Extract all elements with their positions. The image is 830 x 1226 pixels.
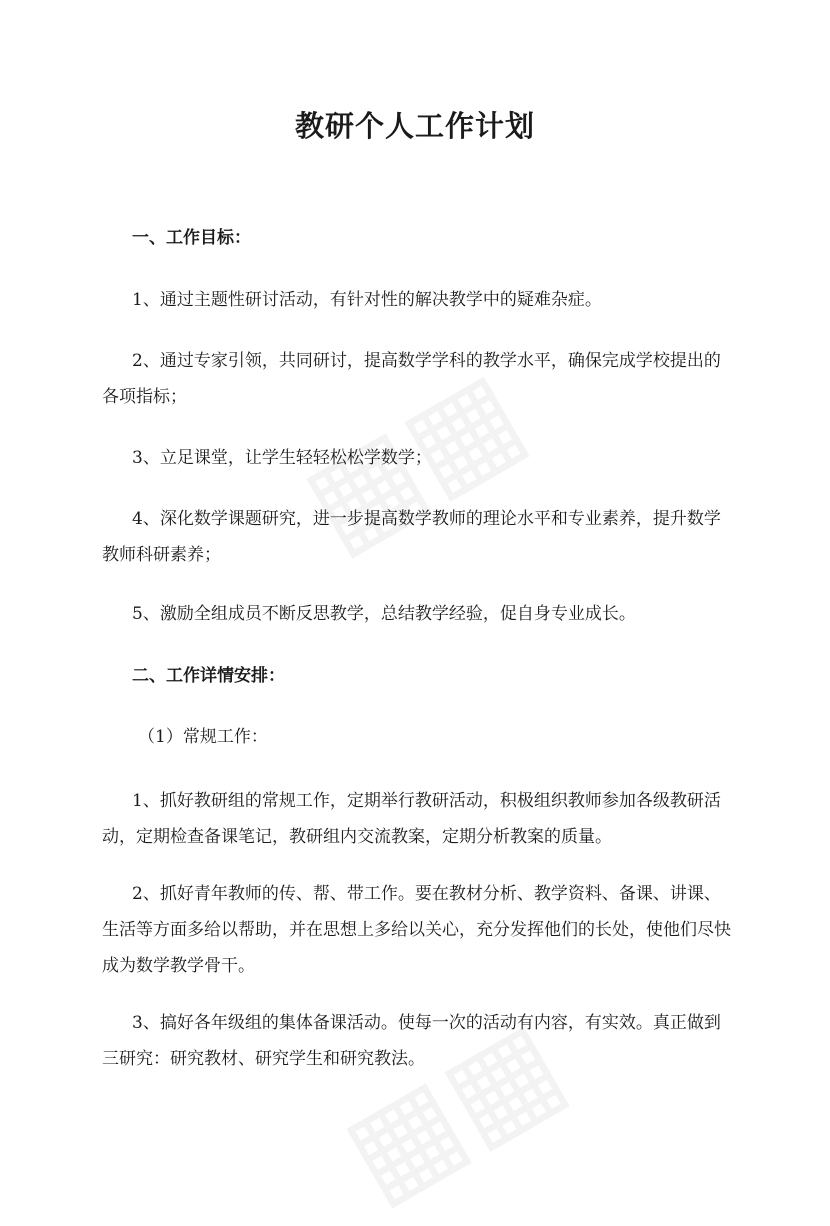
section-heading-goals: 一、工作目标： [132,228,251,248]
subsection-heading-routine: （1）常规工作： [138,727,268,747]
goal-item-2: 2、通过专家引领，共同研讨，提高数学学科的教学水平，确保完成学校提出的各项指标； [102,351,721,407]
routine-item-1: 1、抓好教研组的常规工作，定期举行教研活动，积极组织教师参加各级教研活动，定期检查备课笔记，教研组内交流教案，定期分析教案的质量。 [102,791,721,847]
goal-item-4: 4、深化数学课题研究，进一步提高数学教师的理论水平和专业素养，提升数学教师科研素养； [102,509,721,565]
goal-item-3: 3、立足课堂，让学生轻轻松松学数学； [132,448,432,468]
goal-item-1: 1、通过主题性研讨活动，有针对性的解决教学中的疑难杂症。 [132,290,602,310]
document-title: 教研个人工作计划 [294,109,535,143]
goal-item-5: 5、激励全组成员不断反思教学，总结教学经验，促自身专业成长。 [132,604,636,624]
section-heading-arrangements: 二、工作详情安排： [132,666,285,686]
routine-item-2: 2、抓好青年教师的传、帮、带工作。要在教材分析、教学资料、备课、讲课、生活等方面多给以帮助，并在思想上多给以关心，充分发挥他们的长处，使他们尽快成为数学教学骨干。 [102,884,731,976]
routine-item-3: 3、搞好各年级组的集体备课活动。使每一次的活动有内容，有实效。真正做到三研究：研究教材、研究学生和研究教法。 [102,1013,721,1069]
